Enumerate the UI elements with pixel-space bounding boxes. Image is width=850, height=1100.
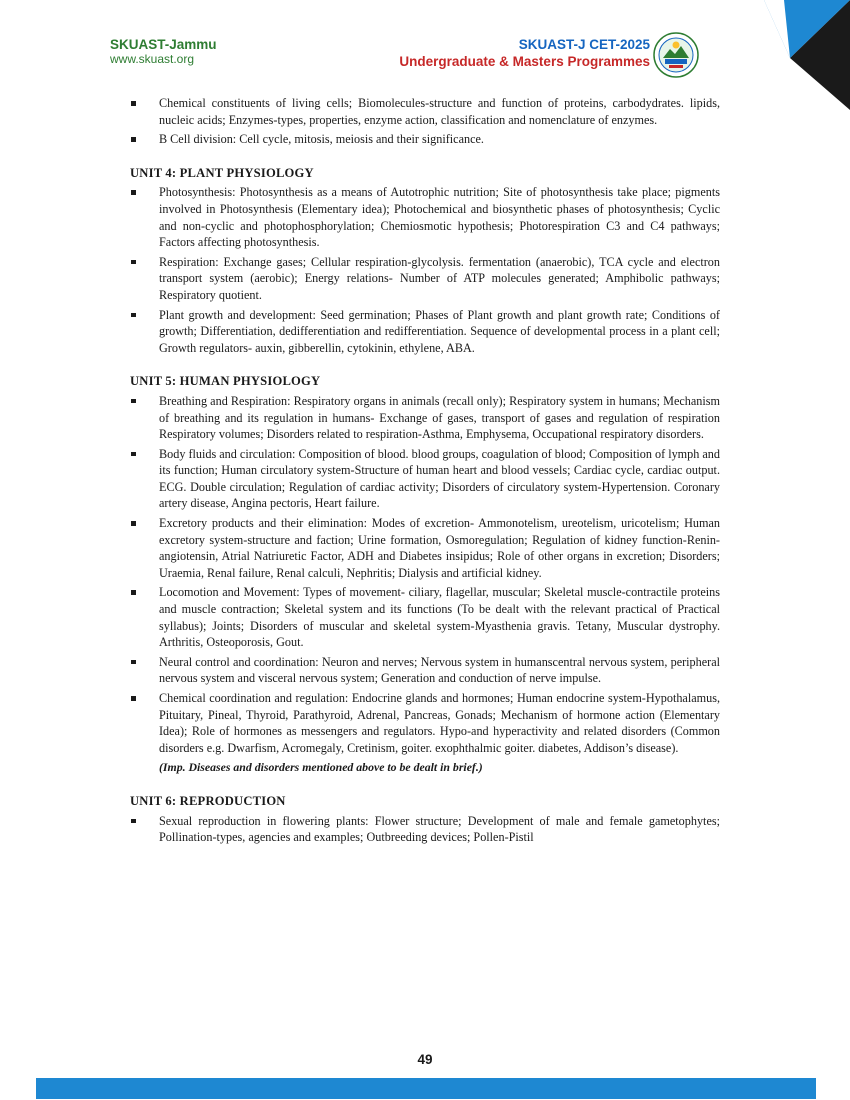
unit-5-title: UNIT 5: HUMAN PHYSIOLOGY [130,374,321,389]
unit-6-list [130,813,720,846]
footer-bar [36,1078,816,1099]
unit-5-list [130,393,720,756]
exam-title: SKUAST-J CET-2025 [518,37,650,52]
unit-4-title: UNIT 4: PLANT PHYSIOLOGY [130,165,314,180]
website-link[interactable]: www.skuast.org [110,52,195,66]
list-item: Sexual reproduction in flowering plants: Flower structure; Development of male and female gametophytes; Pollination-types, agencies and examples; Outbreeding devices; Pollen-Pistil [130,813,720,846]
list-item: Excretory products and their elimination: Modes of excretion- Ammonotelism, ureotelism, uricotelism; Human excretory system-structure and faction; Urine formation, Osmoregulation; Regulation of kidney function-Renin-angiotensin, Atrial Natriuretic Factor, ADH and Diabetes insipidus; Role of other organs in excretion; Disorders; Uraemia, Renal failure, Renal calculi, Nephritis; Dialysis and artificial kidney. [130,515,720,581]
list-item: Locomotion and Movement: Types of movement- ciliary, flagellar, muscular; Skeletal muscle-contractile proteins and muscle contraction; Skeletal system and its functions (To be dealt with the relevant practical of Practical syllabus); Joints; Disorders of muscular and skeletal system-Myasthenia gravis. Tetany, Muscular dystrophy. Arthritis, Osteoporosis, Gout. [130,584,720,650]
intro-list [130,95,720,148]
list-item: Body fluids and circulation: Composition of blood. blood groups, coagulation of blood; Composition of lymph and its function; Human circulatory system-Structure of human heart and blood vessels; Cardiac cycle, cardiac output. ECG. Double circulation; Regulation of cardiac activity; Disorders of circulatory system-Hypertension. Coronary artery disease, Angina pectoris, Heart failure. [130,446,720,512]
university-seal-icon [653,32,699,78]
page-content [130,95,720,849]
corner-decoration-icon [734,0,850,110]
list-item: Neural control and coordination: Neuron and nerves; Nervous system in humanscentral nervous system, peripheral nervous system and visceral nervous system; Generation and conduction of nerve impulse. [130,654,720,687]
list-item: B Cell division: Cell cycle, mitosis, meiosis and their significance. [130,131,720,148]
page-number: 49 [417,1052,433,1067]
programmes-title: Undergraduate & Masters Programmes [399,54,650,69]
unit-6-title: UNIT 6: REPRODUCTION [130,793,286,808]
list-item: Respiration: Exchange gases; Cellular respiration-glycolysis. fermentation (anaerobic), TCA cycle and electron transport system (aerobic); Energy relations- Number of ATP molecules generated; Amphibolic pathways; Respiratory quotient. [130,254,720,304]
list-item: Plant growth and development: Seed germination; Phases of Plant growth and plant growth rate; Conditions of growth; Differentiation, dedifferentiation and redifferentiation. Sequence of developmental process in a plant cell; Growth regulators- auxin, gibberellin, cytokinin, ethylene, ABA. [130,307,720,357]
list-item: Photosynthesis: Photosynthesis as a means of Autotrophic nutrition; Site of photosynthesis take place; pigments involved in Photosynthesis (Elementary idea); Photochemical and biosynthetic phases of photosynthesis; Cyclic and non-cyclic and photophosphorylation; Chemiosmotic hypothesis; Photorespiration C3 and C4 pathways; Factors affecting photosynthesis. [130,184,720,250]
list-item: Chemical coordination and regulation: Endocrine glands and hormones; Human endocrine system-Hypothalamus, Pituitary, Pineal, Thyroid, Parathyroid, Adrenal, Pancreas, Gonads; Mechanism of hormone action (Elementary Idea); Role of hormones as messengers and regulators. Hypo-and hyperactivity and related disorders (Common disorders e.g. Dwarfism, Acromegaly, Cretinism, goiter. exophthalmic goiter. diabetes, Addison’s disease). [130,690,720,756]
header-right [399,37,650,70]
org-name: SKUAST-Jammu [110,37,217,52]
unit-5-note: (Imp. Diseases and disorders mentioned above to be dealt in brief.) [159,760,483,775]
list-item: Chemical constituents of living cells; Biomolecules-structure and function of proteins, carbodydrates. lipids, nucleic acids; Enzymes-types, properties, enzyme action, classification and nomenclature of enzymes. [130,95,720,128]
list-item: Breathing and Respiration: Respiratory organs in animals (recall only); Respiratory system in humans; Mechanism of breathing and its regulation in humans- Exchange of gases, transport of gases and regulation of respiration Respiratory volumes; Disorders related to respiration-Asthma, Emphysema, Occupational respiratory disorders. [130,393,720,443]
header-left [110,37,217,66]
unit-4-list [130,184,720,356]
